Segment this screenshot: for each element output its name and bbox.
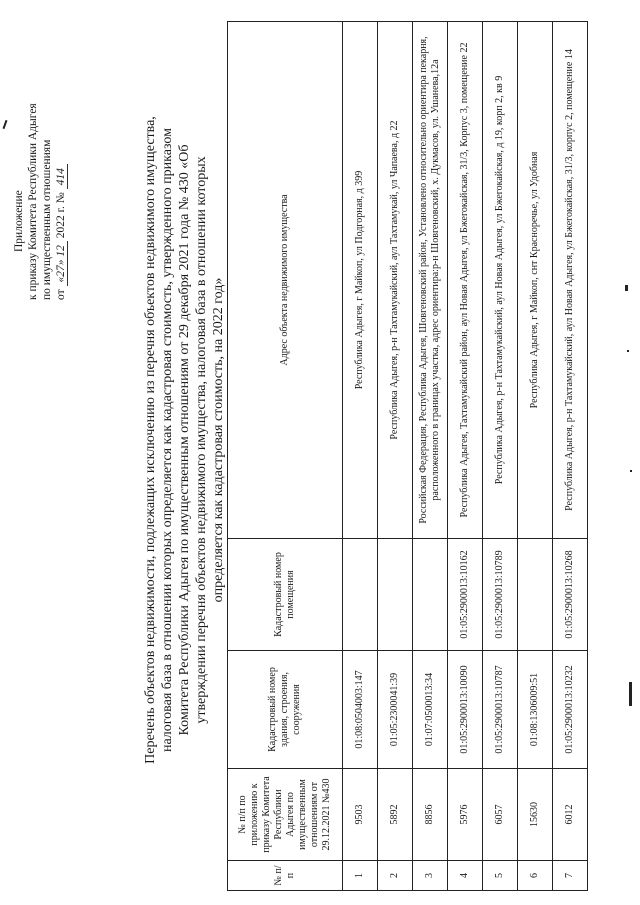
cell-row-number: 6 xyxy=(518,861,553,891)
document-title: Перечень объектов недвижимости, подлежащих исключению из перечня объектов недвижимого имущества, налоговая база в отношении которых определяется как кадастровая стоимость, утвержденного приказом Комитета Республики Адыгея по имущественным отношениям от 29 декабря 2021 года № 430 «Об утверждении перечня объектов недвижимого имущества, налоговая база в отношении которых определяется как кадастровая стоимость, на 2022 год» xyxy=(143,116,226,764)
date-prefix: от xyxy=(55,289,67,300)
appendix-committee: по имущественным отношениям xyxy=(41,139,53,300)
cell-appendix-number: 15630 xyxy=(518,769,553,861)
cell-row-number: 5 xyxy=(483,861,518,891)
cell-premise-cadastral: 01:05:2900013:10789 xyxy=(483,539,518,651)
appendix-order-ref: к приказу Комитета Республики Адыгея xyxy=(27,103,39,300)
header-premise-cadastral: Кадастровый номер помещения xyxy=(228,539,343,651)
table-row xyxy=(378,22,413,891)
table-row xyxy=(448,22,483,891)
cell-address: Республика Адыгея, г Майкоп, снт Красноречье, ул Удобная xyxy=(518,22,553,539)
cell-row-number: 2 xyxy=(378,861,413,891)
appendix-date-line xyxy=(54,80,68,300)
cell-premise-cadastral xyxy=(413,539,448,651)
cell-premise-cadastral xyxy=(518,539,553,651)
cell-building-cadastral: 01:08:1306009:51 xyxy=(518,651,553,769)
cell-building-cadastral: 01:07:0500013:34 xyxy=(413,651,448,769)
scan-mark xyxy=(627,350,629,352)
appendix-title: Приложение xyxy=(13,190,25,252)
date-year: 2022 г. № xyxy=(55,192,67,239)
table-row xyxy=(343,22,378,891)
header-address: Адрес объекта недвижимого имущества xyxy=(228,22,343,539)
cell-building-cadastral: 01:05:2900013:10090 xyxy=(448,651,483,769)
table-row xyxy=(553,22,588,891)
cell-row-number: 7 xyxy=(553,861,588,891)
cell-row-number: 1 xyxy=(343,861,378,891)
scan-mark xyxy=(625,285,628,291)
table-row xyxy=(518,22,553,891)
table-header-row xyxy=(228,22,343,891)
cell-appendix-number: 6057 xyxy=(483,769,518,861)
objects-table xyxy=(227,21,588,891)
cell-address: Республика Адыгея, р-н Тахтамукайский, аул Новая Адыгея, ул Бжегокайская, 31/3, корпус 2, помещение 14 xyxy=(553,22,588,539)
header-row-number: № п/п xyxy=(228,861,343,891)
table-row xyxy=(483,22,518,891)
cell-appendix-number: 5976 xyxy=(448,769,483,861)
cell-address: Республика Адыгея, р-н Тахтамукайский, аул Новая Адыгея, ул Бжегокайская, д 19, корп 2, кв 9 xyxy=(483,22,518,539)
cell-building-cadastral: 01:08:0504003:147 xyxy=(343,651,378,769)
cell-appendix-number: 5892 xyxy=(378,769,413,861)
scan-mark xyxy=(629,682,632,706)
cell-building-cadastral: 01:05:2900013:10787 xyxy=(483,651,518,769)
cell-premise-cadastral: 01:05:2900013:10268 xyxy=(553,539,588,651)
cell-premise-cadastral xyxy=(343,539,378,651)
cell-row-number: 3 xyxy=(413,861,448,891)
cell-appendix-number: 6012 xyxy=(553,769,588,861)
cell-premise-cadastral xyxy=(378,539,413,651)
cell-address: Республика Адыгея, р-н Тахтамукайский, аул Тахтамукай, ул Чапаева, д 22 xyxy=(378,22,413,539)
header-appendix-number: № п/п по приложению к приказу Комитета Республики Адыгея по имущественным отношениям от 29.12.2021 №430 xyxy=(228,769,343,861)
cell-appendix-number: 9503 xyxy=(343,769,378,861)
cell-building-cadastral: 01:05:2900013:10232 xyxy=(553,651,588,769)
cell-building-cadastral: 01:05:2300041:39 xyxy=(378,651,413,769)
cell-row-number: 4 xyxy=(448,861,483,891)
cell-address: Республика Адыгея, Тахтамукайский район, аул Новая Адыгея, ул Бжегокайская, 31/3, Корпус 3, помещение 22 xyxy=(448,22,483,539)
scan-mark xyxy=(630,470,632,472)
cell-premise-cadastral: 01:05:2900013:10162 xyxy=(448,539,483,651)
appendix-block xyxy=(12,80,68,300)
header-building-cadastral: Кадастровый номер здания, строения, сооружения xyxy=(228,651,343,769)
cell-appendix-number: 8856 xyxy=(413,769,448,861)
cell-address: Республика Адыгея, г Майкоп, ул Подгорная, д 399 xyxy=(343,22,378,539)
cell-address: Российская Федерация, Республика Адыгея, Шовгеновский район, Установлено относительно ориентира пекарня, расположенного в границах участка, адрес ориентира:р-н Шовгеновский, х. Дукмасов, ул. Ушанева,12а xyxy=(413,22,448,539)
order-number: 414 xyxy=(55,164,68,189)
table-row xyxy=(413,22,448,891)
date-day: «27» 12 xyxy=(55,241,68,286)
